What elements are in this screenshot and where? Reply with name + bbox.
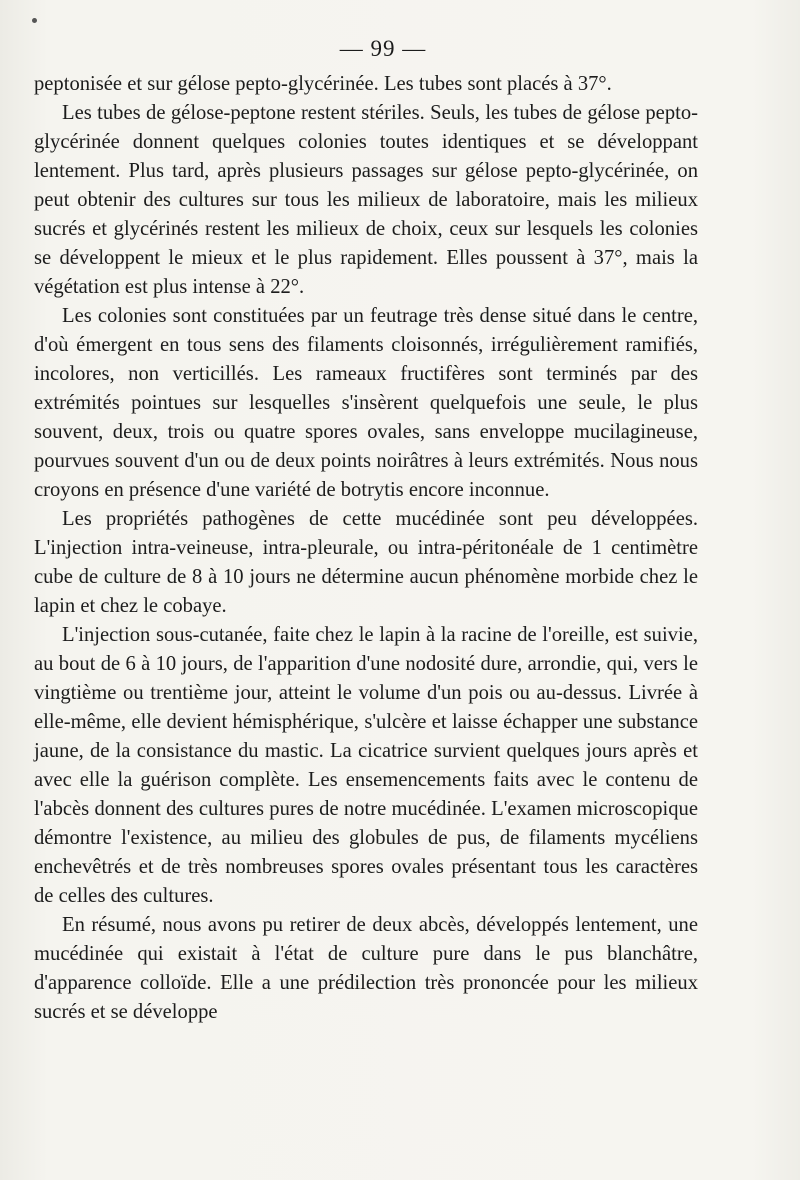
body-text <box>34 70 698 1027</box>
paragraph-pathogenic-properties: Les propriétés pathogènes de cette mucédinée sont peu développées. L'injection intra-veineuse, intra-pleurale, ou intra-péritonéale de 1 centimètre cube de culture de 8 à 10 jours ne détermine aucun phénomène morbide chez le lapin et chez le cobaye. <box>34 508 698 617</box>
page-number: — 99 — <box>339 36 427 61</box>
paragraph-colonies: Les colonies sont constituées par un feutrage très dense situé dans le centre, d'où émergent en tous sens des filaments cloisonnés, irrégulièrement ramifiés, incolores, non verticillés. Les rameaux fructifères sont terminés par des extrémités pointues sur lesquelles s'insèrent quelquefois une seule, le plus souvent, deux, trois ou quatre spores ovales, sans enveloppe mucilagineuse, pourvues souvent d'un ou de deux points noirâtres à leurs extrémités. Nous nous croyons en présence d'une variété de botrytis encore inconnue. <box>34 305 698 501</box>
ink-spot <box>32 18 37 23</box>
paragraph-summary: En résumé, nous avons pu retirer de deux abcès, développés lentement, une mucédinée qui existait à l'état de culture pure dans le pus blanchâtre, d'apparence colloïde. Elle a une prédilection très prononcée pour les milieux sucrés et se développe <box>34 914 698 1023</box>
paragraph-continuation: peptonisée et sur gélose pepto-glycérinée. Les tubes sont placés à 37°. <box>34 73 612 95</box>
paragraph-sterile-tubes: Les tubes de gélose-peptone restent stériles. Seuls, les tubes de gélose pepto-glycérinée donnent quelques colonies toutes identiques et se développant lentement. Plus tard, après plusieurs passages sur gélose pepto-glycérinée, on peut obtenir des cultures sur tous les milieux de laboratoire, mais les milieux sucrés et glycérinés restent les milieux de choix, ceux sur lesquels les colonies se développent le mieux et le plus rapidement. Elles poussent à 37°, mais la végétation est plus intense à 22°. <box>34 102 698 298</box>
paragraph-subcutaneous-injection: L'injection sous-cutanée, faite chez le lapin à la racine de l'oreille, est suivie, au bout de 6 à 10 jours, de l'apparition d'une nodosité dure, arrondie, qui, vers le vingtième ou trentième jour, atteint le volume d'un pois ou au-dessus. Livrée à elle-même, elle devient hémisphérique, s'ulcère et laisse échapper une substance jaune, de la consistance du mastic. La cicatrice survient quelques jours après et avec elle la guérison complète. Les ensemencements faits avec le contenu de l'abcès donnent des cultures pures de notre mucédinée. L'examen microscopique démontre l'existence, au milieu des globules de pus, de filaments mycéliens enchevêtrés et de très nombreuses spores ovales présentant tous les caractères de celles des cultures. <box>34 624 698 907</box>
